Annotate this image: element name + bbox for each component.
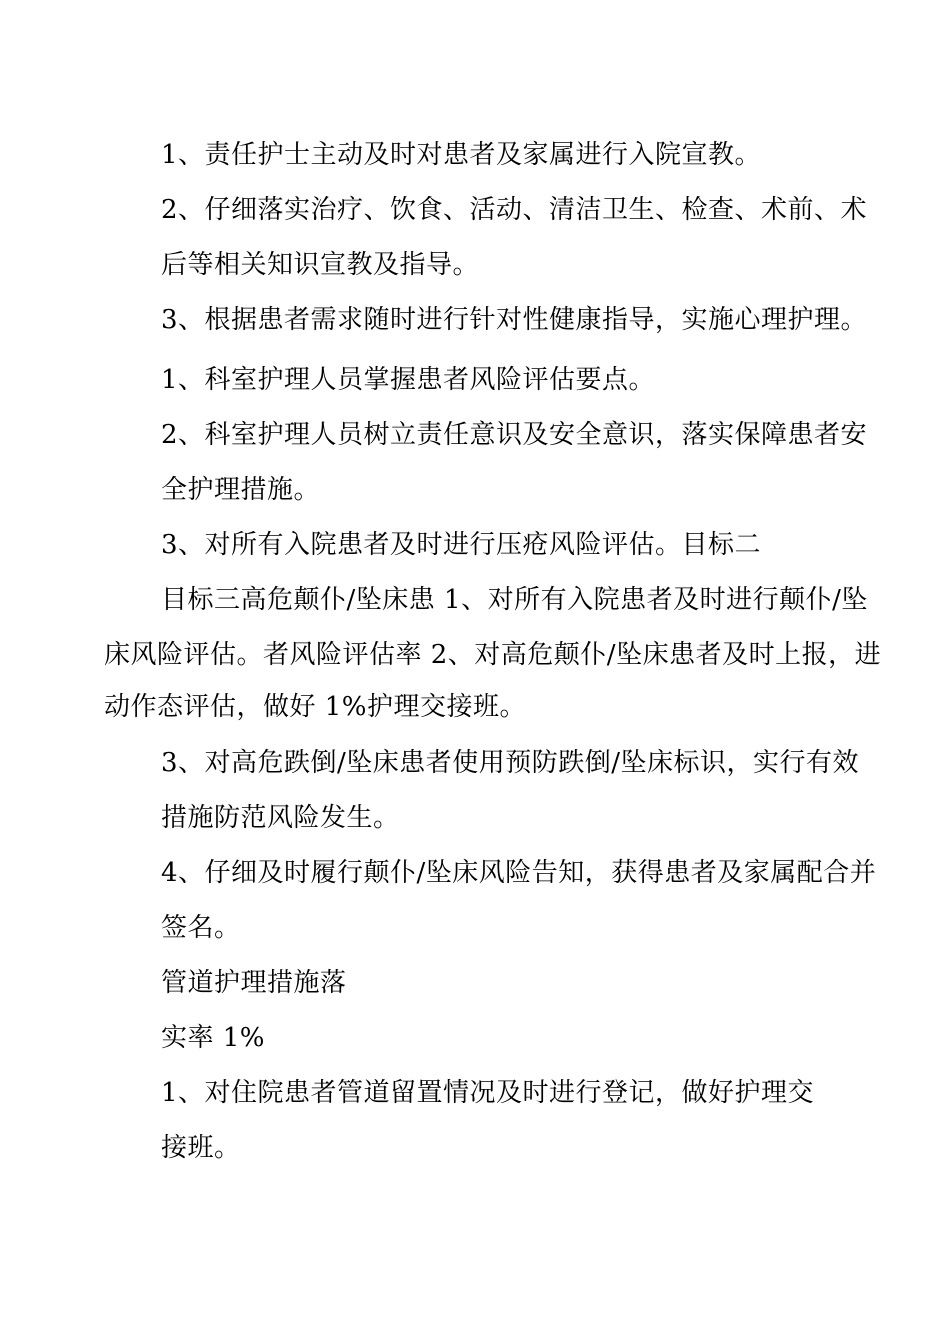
text-line-8: 3、对所有入院患者及时进行压疮风险评估。目标二 xyxy=(161,530,762,560)
text-line-4: 3、根据患者需求随时进行针对性健康指导，实施心理护理。 xyxy=(161,305,868,335)
text-line-18: 1、对住院患者管道留置情况及时进行登记，做好护理交 xyxy=(161,1078,815,1108)
text-line-10: 床风险评估。者风险评估率 2、对高危颠仆/坠床患者及时上报，进 xyxy=(104,640,882,670)
text-line-16: 管道护理措施落 xyxy=(161,968,347,998)
text-line-11: 动作态评估，做好 1%护理交接班。 xyxy=(104,692,527,722)
text-line-2: 2、仔细落实治疗、饮食、活动、清洁卫生、检查、术前、术 xyxy=(161,195,868,225)
text-line-6: 2、科室护理人员树立责任意识及安全意识，落实保障患者安 xyxy=(161,420,868,450)
text-line-9: 目标三高危颠仆/坠床患 1、对所有入院患者及时进行颠仆/坠 xyxy=(161,585,868,615)
text-line-5: 1、科室护理人员掌握患者风险评估要点。 xyxy=(161,365,656,395)
text-line-19: 接班。 xyxy=(161,1133,241,1163)
text-line-14: 4、仔细及时履行颠仆/坠床风险告知，获得患者及家属配合并 xyxy=(161,858,877,888)
text-line-12: 3、对高危跌倒/坠床患者使用预防跌倒/坠床标识，实行有效 xyxy=(161,748,860,778)
text-line-7: 全护理措施。 xyxy=(161,475,321,505)
text-line-13: 措施防范风险发生。 xyxy=(161,803,400,833)
text-line-1: 1、责任护士主动及时对患者及家属进行入院宣教。 xyxy=(161,140,762,170)
text-line-17: 实率 1% xyxy=(161,1023,266,1053)
text-line-15: 签名。 xyxy=(161,913,241,943)
text-line-3: 后等相关知识宣教及指导。 xyxy=(161,250,480,280)
